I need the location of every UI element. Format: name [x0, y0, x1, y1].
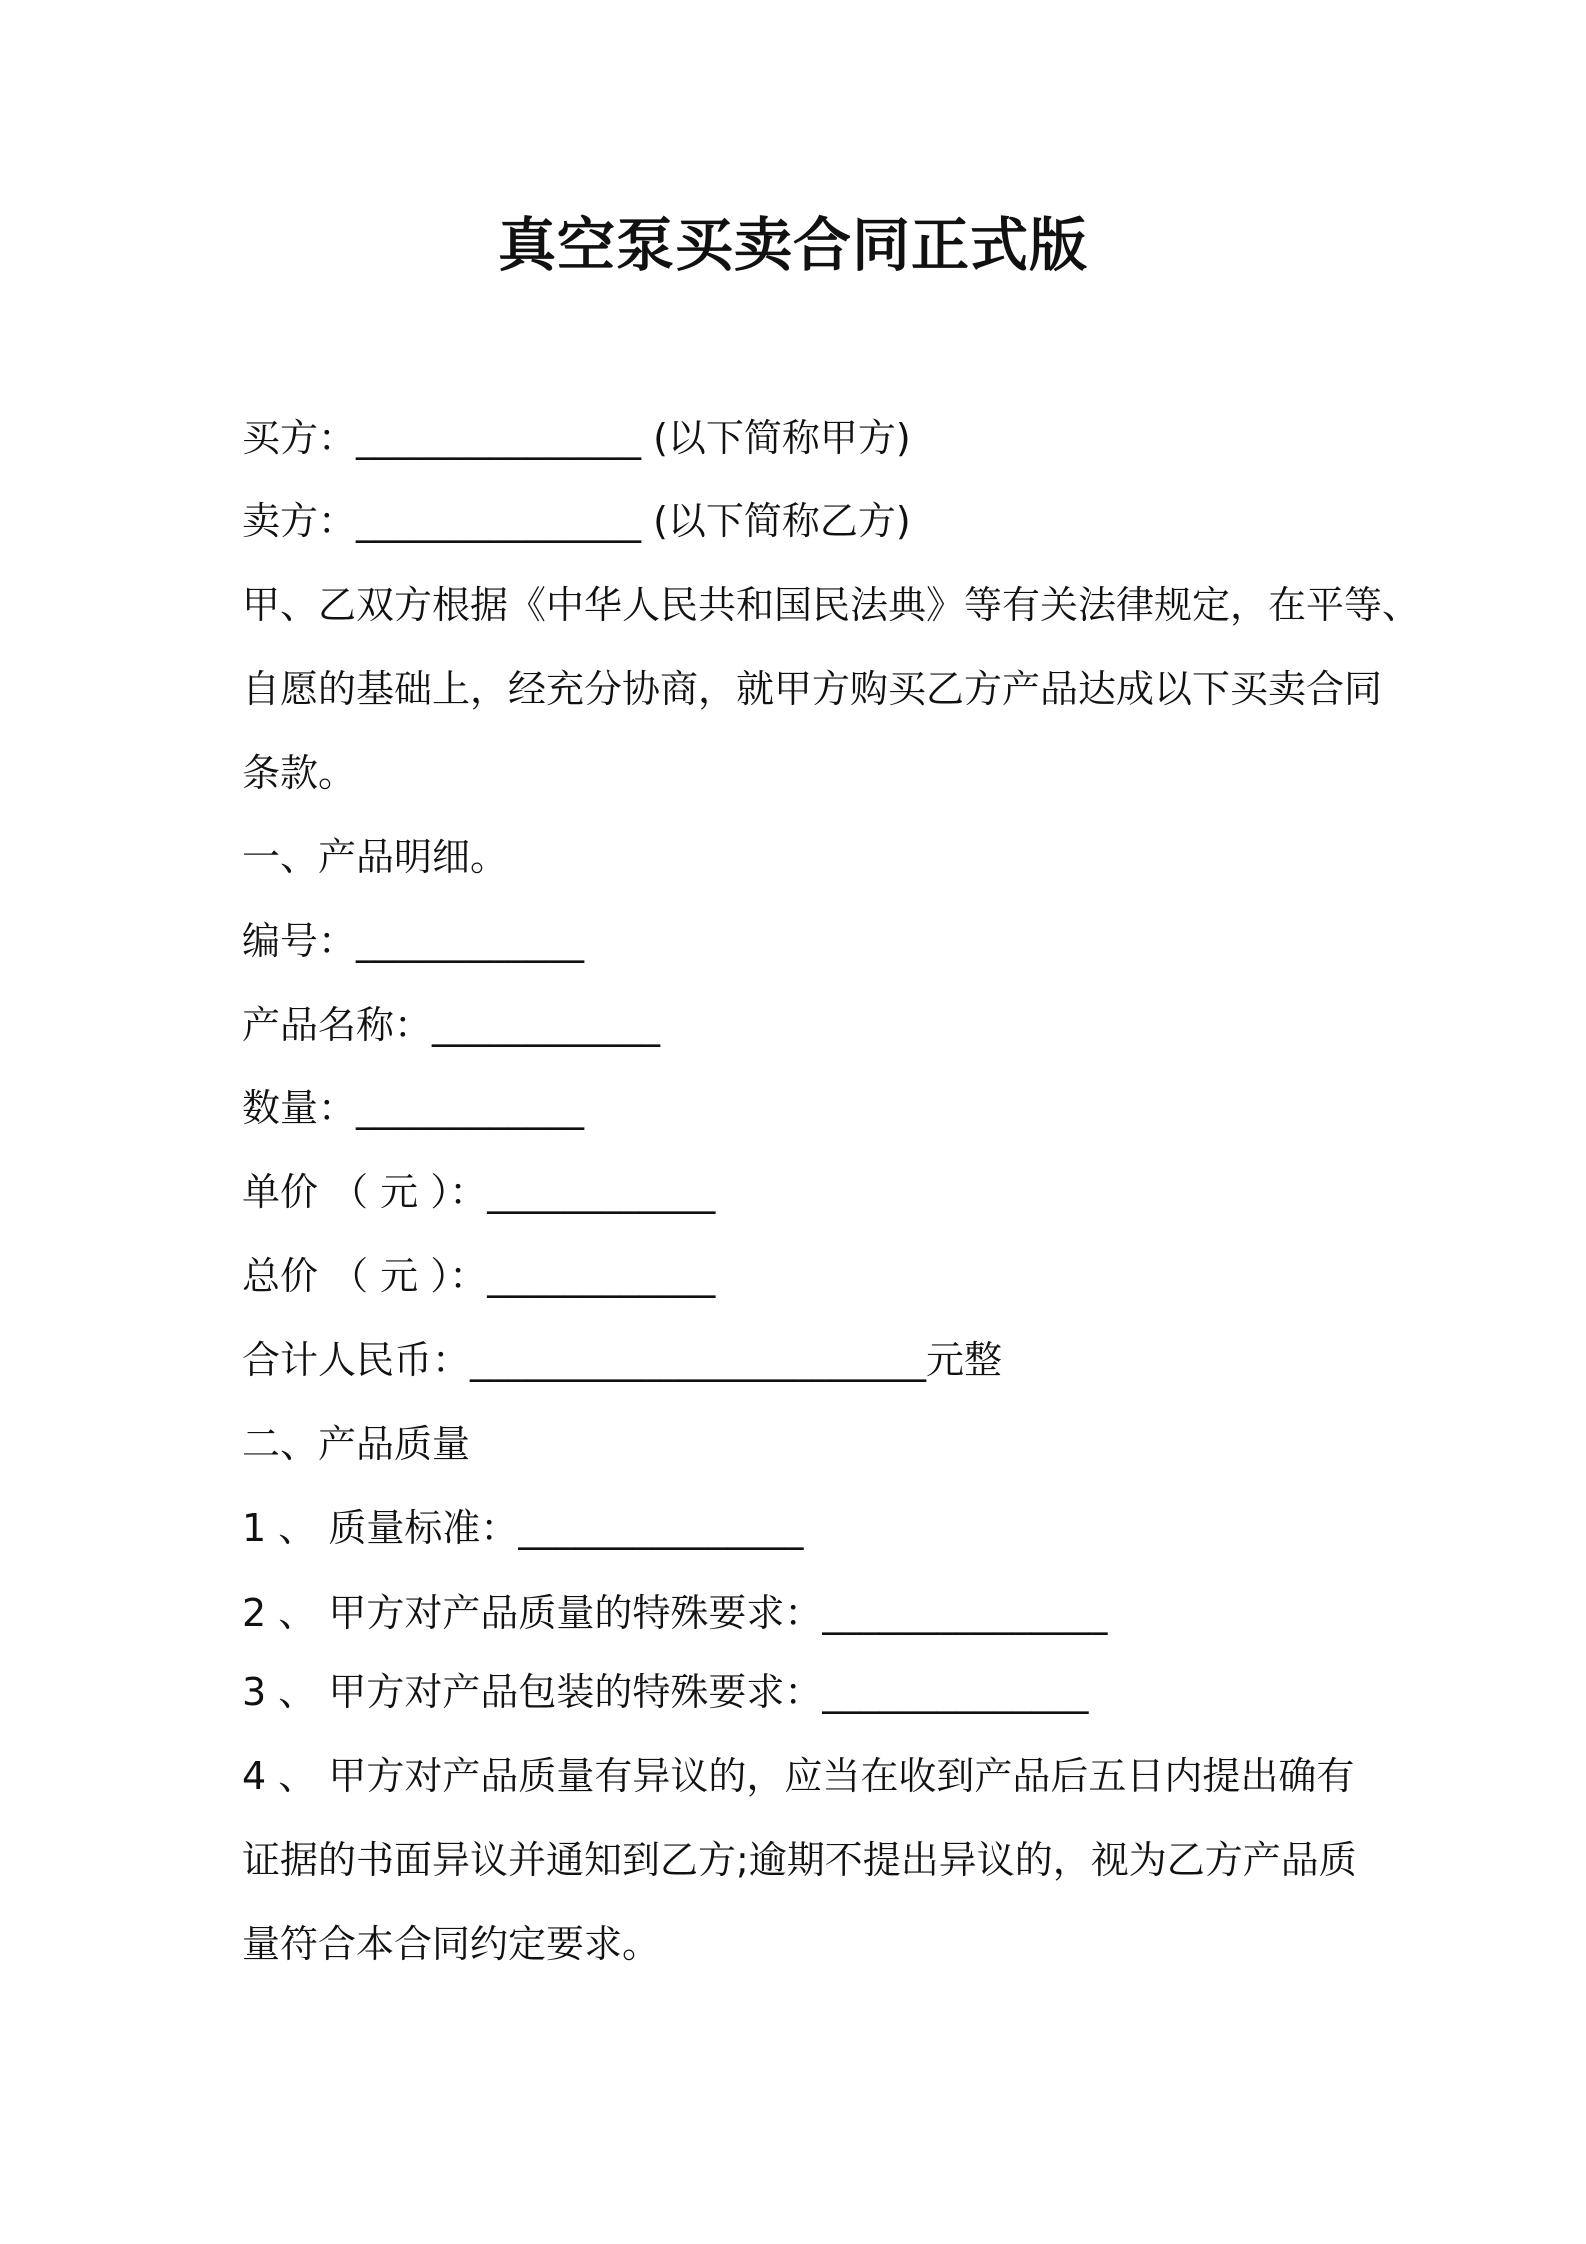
- quality-item-4-line-1: 4 、 甲方对产品质量有异议的，应当在收到产品后五日内提出确有: [242, 1754, 1355, 1798]
- quality-item-3: 3 、 甲方对产品包装的特殊要求：______________: [242, 1670, 1089, 1714]
- document-title: 真空泵买卖合同正式版: [497, 211, 1088, 279]
- buyer-line: 买方：_______________ (以下简称甲方): [242, 416, 911, 460]
- field-total-rmb: 合计人民币：________________________元整: [242, 1338, 1003, 1382]
- section-1-heading: 一、产品明细。: [242, 835, 509, 879]
- quality-item-4-line-2: 证据的书面异议并通知到乙方;逾期不提出异议的，视为乙方产品质: [242, 1838, 1357, 1882]
- field-total-price: 总价 （ 元 ）：____________: [242, 1254, 716, 1298]
- section-2-heading: 二、产品质量: [242, 1422, 471, 1466]
- seller-line: 卖方：_______________ (以下简称乙方): [242, 499, 911, 543]
- field-number: 编号：____________: [242, 919, 585, 963]
- preamble-line-1: 甲、乙双方根据《中华人民共和国民法典》等有关法律规定，在平等、: [242, 583, 1421, 627]
- field-quantity: 数量：____________: [242, 1086, 585, 1130]
- field-unit-price: 单价 （ 元 ）：____________: [242, 1170, 716, 1214]
- quality-item-4-line-3: 量符合本合同约定要求。: [242, 1922, 661, 1966]
- preamble-line-3: 条款。: [242, 751, 357, 795]
- quality-item-2: 2 、 甲方对产品质量的特殊要求：_______________: [242, 1591, 1108, 1635]
- preamble-line-2: 自愿的基础上，经充分协商，就甲方购买乙方产品达成以下买卖合同: [242, 667, 1383, 711]
- quality-item-1: 1 、 质量标准：_______________: [242, 1506, 804, 1550]
- field-product-name: 产品名称：____________: [242, 1003, 661, 1047]
